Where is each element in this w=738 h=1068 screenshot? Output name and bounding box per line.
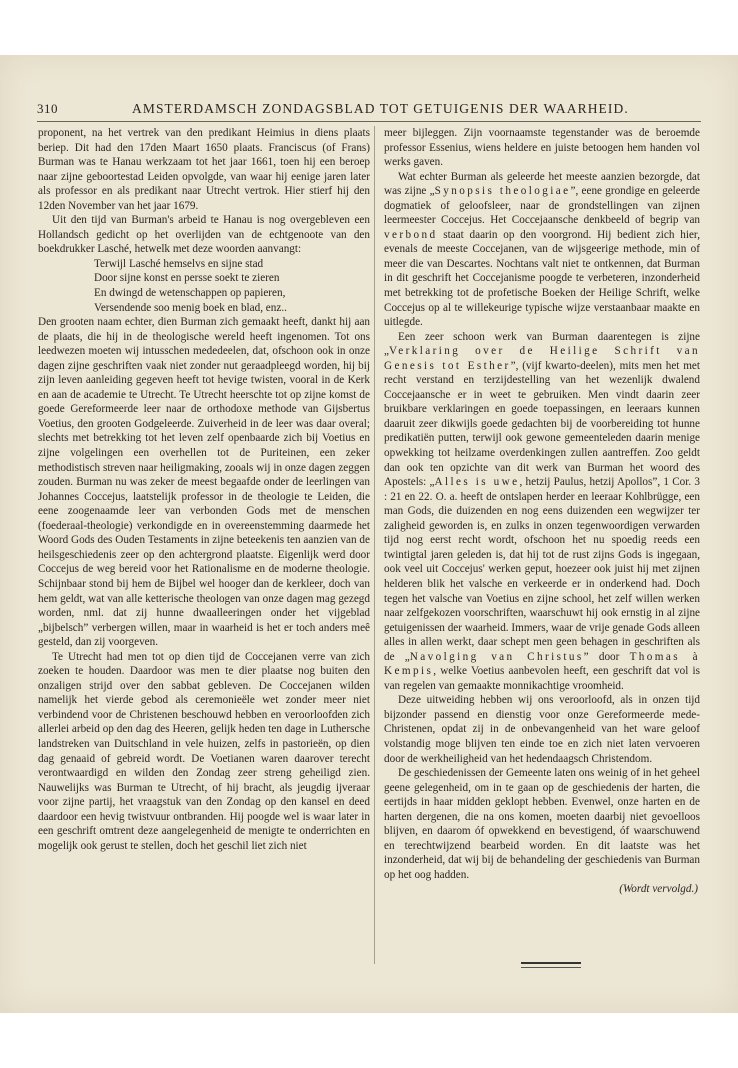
page-header xyxy=(37,101,697,117)
end-rule xyxy=(521,962,581,968)
paragraph: Uit den tijd van Burman's arbeid te Hanau is nog overgebleven een Hollandsch gedicht op het overlijden van de echtgenoote van den boekdrukker Lasché, hetwelk met deze woorden aanvangt: xyxy=(38,214,370,256)
left-column xyxy=(38,126,370,853)
paragraph: Deze uitweiding hebben wij ons veroorloofd, als in onzen tijd bijzonder passend en dienstig voor onze Gereformeerde mede-Christenen, opdat zij in de onbevangenheid van het ware geloof volstandig moge blijven ten einde toe en zich niet laten vervoeren door de werkheiligheid van het hedendaagsch Christendom. xyxy=(384,694,700,765)
poem-line: Door sijne konst en persse soekt te zieren xyxy=(94,272,280,285)
text-run: , hetzij Paulus, hetzij Apollos”, 1 Cor. 3 : 21 en 22. O. a. heeft de ontslapen herder en leeraar Kohlbrügge, een man Gods, die duizenden en nog eens duizenden een wegwijzer ter zaligheid geworden is, en zulks in onzen tegenwoordigen verwarden tijd nog eerst recht wordt, ofschoon het nu spoedig reeds een twintigtal jaren geleden is, dat hij tot de rust zijns Gods is ingegaan, ook veel uit Coccejus' werken geput, hoezeer ook juist hij met zijnen helderen blik het valsche en verkeerde er in onderkend had. Doch tegen het valsche van Voetius en zijne school, het zelf willen werken naar zelfgekozen voorschriften, waarschuwt hij ook ernstig in al zijne getuigenissen der waarheid. Immers, waar de vrije genade Gods alleen alles in allen werkt, daar schept men geen behagen in geschriften als de „ xyxy=(384,476,701,663)
masthead-title: AMSTERDAMSCH ZONDAGSBLAD TOT GETUIGENIS DER WAARHEID. xyxy=(132,101,629,116)
text-run: staat daarin op den voorgrond. Hij bedient zich hier, evenals de meeste Coccejanen, van de wijsgeerige methode, min of meer die van Descartes. Nochtans valt niet te ontkennen, dat Burman in dit geschrift het Coccejanisme poogde te verbeteren, inzonderheid met betrekking tot de profetische Boeken der Heilige Schrift, welke Coccejus op al te willekeurige typische wijze verstaanbaar maakte en uitlegde. xyxy=(384,228,700,329)
bottom-margin xyxy=(0,1013,738,1068)
poem-line: En dwingd de wetenschappen op papieren, xyxy=(94,287,286,300)
poem-line: Terwijl Lasché hemselvs en sijne stad xyxy=(94,257,264,270)
page-number: 310 xyxy=(37,101,58,116)
spaced-title: Navolging van Christus xyxy=(409,650,584,663)
right-column xyxy=(384,126,700,897)
spaced-term: verbond xyxy=(384,228,438,241)
paragraph xyxy=(384,330,700,694)
paragraph xyxy=(384,170,700,330)
paragraph: Den grooten naam echter, dien Burman zich gemaakt heeft, dankt hij aan de plaats, die hij in de theologische wereld heeft ingenomen. Tot ons leedwezen moeten wij intusschen mededeelen, dat, ofschoon ook in onze dagen zijne geschriften vaak niet zonder nut geraadpleegd worden, hij bij zijn leven aanleiding gegeven heeft tot hevige twisten, vooral in de Kerk en aan de academie te Utrecht. Te Utrecht heerschte tot op zijne komst de goede Gereformeerde leer naar de orthodoxe methode van Gijsbertus Voetius, den grooten Godgeleerde. Zuiverheid in de leer was daar overal; slechts met betrekking tot het leven zelf openbaarde zich bij Voetius en zijne volgelingen een overhellen tot de Puriteinen, een zeker methodistisch streven naar heiligmaking, zooals wij in onze dagen zeggen zouden. Burman nu was zeker de meest begaafde onder de leerlingen van Johannes Coccejus, laatstelijk professor in de theologie te Leiden, die eene zoogenaamde leer van verbonden Gods met de menschen (foederaal-theologie) verkondigde en in overeenstemming daarmede het Woord Gods des Ouden Testaments in zijne beteekenis ten aanzien van de heilsgeschiedenis zeer op den achtergrond plaatste. Eigenlijk werd door Coccejus de weg bereid voor het Rationalisme en de moderne theologie. Schijnbaar stond bij hem de Bijbel wel hooger dan de kerkleer, doch van hem geldt, wat van alle ketterische theologen van onze dagen mag gezegd worden, nml. dat zij hunne dwaalleeringen onder het vijgeblad „bijbelsch” verbergen willen, maar in waarheid is het er toch anders meê gesteld, dan zij voorgeven. xyxy=(38,316,370,649)
continued-note: (Wordt vervolgd.) xyxy=(619,883,698,896)
column-divider xyxy=(374,126,375,964)
header-rule xyxy=(37,121,701,122)
spaced-quote: Alles is uwe xyxy=(434,476,520,489)
text-run: ”, eene grondige en geleerde dogmatiek of geloofsleer, naar de grondstellingen van zijnen leermeester Coccejus. Het Coccejaansche denkbeeld of begrip van xyxy=(384,185,700,227)
spaced-title: Synopsis theologiae xyxy=(434,185,571,198)
text-run: ” door xyxy=(583,650,630,663)
text-run: Wat echter Burman als geleerde het meeste aanzien bezorgde, dat was zijne „ xyxy=(384,170,700,198)
paragraph: meer bijleggen. Zijn voornaamste tegenstander was de beroemde professor Essenius, wiens heldere en juiste betoogen hem handen vol werks gaven. xyxy=(384,127,700,169)
poem-quote xyxy=(38,257,370,315)
paragraph: proponent, na het vertrek van den predikant Heimius in diens plaats beriep. Dit had den 17den Maart 1650 plaats. Franciscus (of Frans) Burman was te Hanau werkzaam tot het jaar 1661, toen hij een beroep naar zijne geboortestad Leiden opvolgde, van waar hij eenige jaren later als professor en als predikant naar Utrecht vertrok. Hier stierf hij den 12den November van het jaar 1679. xyxy=(38,127,370,212)
paragraph: Te Utrecht had men tot op dien tijd de Coccejanen verre van zich zoeken te houden. Daardoor was men te dier plaatse nog buiten den onzaligen strijd over den sabbat gebleven. De Coccejanen wilden namelijk het vierde gebod als ceremonieële wet zonder meer niet verbindend voor de Christenen beschouwd hebben en veroorloofden zich allerlei arbeid op den dag des Heeren, gelijk heden ten dage in Luthersche landstreken van Duitschland in vele huizen, zelfs in pastorieën, op dien dag genaaid of gebreid wordt. De Voetianen waren daarover terecht verontwaardigd en wilden den Zondag zeer streng geheiligd zien. Nauwelijks was Burman te Utrecht, of hij bracht, als jeugdig ijveraar voor zijne partij, het vraagstuk van den Zondag op den kansel en deed daardoor een hevig twistvuur ontbranden. Hij poogde wel is waar later in een geschrift omtrent deze aangelegenheid de menigte te onderrichten en mogelijk ook gerust te stellen, doch het geschil liet zich niet xyxy=(38,650,370,852)
paragraph: De geschiedenissen der Gemeente laten ons weinig of in het geheel geene gelegenheid, om in te gaan op de geschiedenis der harten, die eertijds in haar midden geklopt hebben. Evenwel, onze harten en de harten dergenen, die na ons komen, moeten daarbij niet gevoelloos blijven, en daarom óf opwekkend en bevestigend, óf waarschuwend en terechtwijzend bearbeid worden. En dit laatste was het inzonderheid, dat wij bij de behandeling der geschiedenis van Burman op het oog hadden. xyxy=(384,767,700,881)
text-run: Een zeer schoon werk van Burman daarentegen is zijne „ xyxy=(384,330,700,358)
text-run: , welke Voetius aanbevolen heeft, een geschrift dat vol is van regelen van gemaakte monnikachtige vroomheid. xyxy=(384,665,700,692)
poem-line: Versendende soo menig boek en blad, enz.. xyxy=(94,301,287,314)
spaced-title: Verklaring over de Heilige Schrift van Genesis tot Esther xyxy=(384,345,700,372)
spaced-author: Thomas à Kempis xyxy=(384,650,700,678)
text-run: ”, (vijf kwarto-deelen), mits men het met recht verstand en terzijdestelling van het wezenlijk dwalend Coccejaansche er in weet te gebruiken. Men vindt daarin zeer bruikbare verklaringen en goede toepassingen, en leeraars kunnen daaruit zeer dikwijls goede gedachten bij de voorbereiding tot hunne predikatiën putten, terwijl ook gewone gemeenteleden daarin menige opwekking tot heilzame overdenkingen zullen aantreffen. Zoo geldt dan ook ten opzichte van dit werk van Burman het woord des Apostels: „ xyxy=(384,359,700,489)
